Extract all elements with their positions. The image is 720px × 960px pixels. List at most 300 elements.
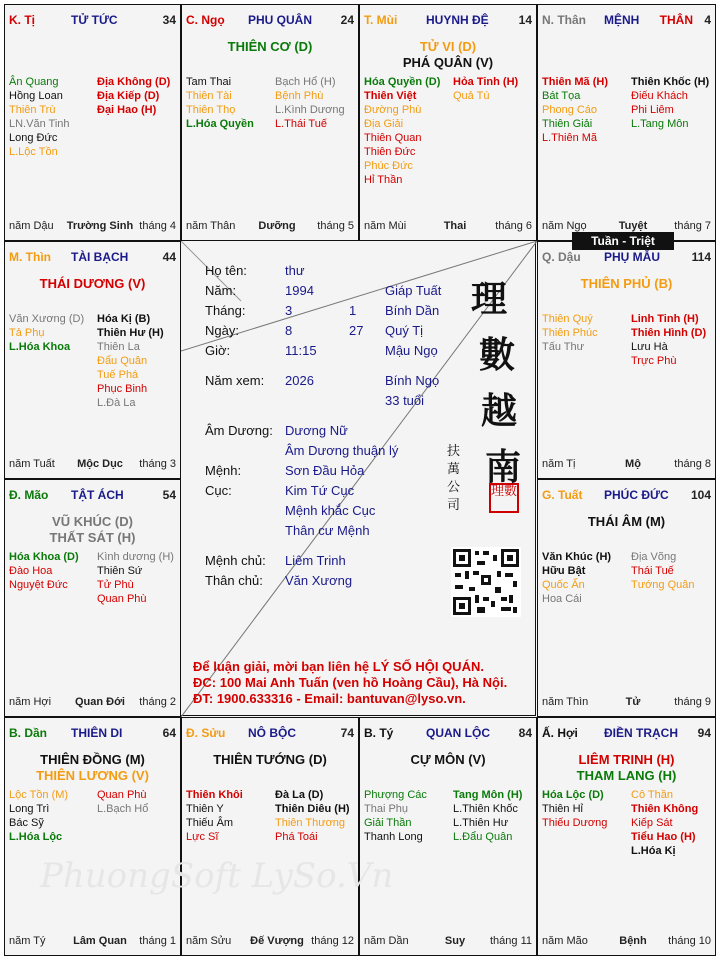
main-star: THIÊN TƯỚNG (D) xyxy=(213,752,327,767)
label-thang: Tháng: xyxy=(205,303,246,318)
am-duong-note: Âm Dương thuận lý xyxy=(285,443,399,458)
minor-stars-right xyxy=(631,75,709,131)
star-item: Đà La (D) xyxy=(275,789,324,801)
palace-position: Đ. Sửu xyxy=(186,726,226,740)
minor-stars-left xyxy=(542,550,611,606)
star-item: Linh Tinh (H) xyxy=(631,313,699,325)
palace-name: THIÊN DI xyxy=(71,726,123,740)
star-item: Bạch Hổ (H) xyxy=(275,76,336,88)
footer-year: năm Mão xyxy=(542,935,588,947)
footer-month: tháng 11 xyxy=(489,935,532,947)
thang-am-value: 1 xyxy=(349,303,357,318)
label-ngay: Ngày: xyxy=(205,323,239,338)
palace-footer xyxy=(9,935,176,949)
star-item: Long Trì xyxy=(9,803,50,815)
minor-stars-left xyxy=(9,550,79,592)
palace-cell xyxy=(4,241,181,479)
palace-header xyxy=(9,250,176,264)
minor-stars-left xyxy=(9,75,70,159)
footer-phase: Bệnh xyxy=(619,935,647,947)
star-item: Thiên Thọ xyxy=(186,104,236,116)
than-cu-menh: Thân cư Mệnh xyxy=(285,523,370,538)
star-item: Tả Phụ xyxy=(9,327,45,339)
main-stars xyxy=(538,276,715,292)
palace-header xyxy=(542,250,711,264)
label-ho-ten: Họ tên: xyxy=(205,263,247,278)
label-menh-chu: Mệnh chủ: xyxy=(205,553,266,568)
palace-cell xyxy=(537,4,716,241)
footer-month: tháng 2 xyxy=(139,696,176,708)
star-item: Thiên La xyxy=(97,341,140,353)
minor-stars-left xyxy=(186,75,254,131)
palace-header xyxy=(364,726,532,740)
minor-stars-right xyxy=(453,788,522,844)
label-am-duong: Âm Dương: xyxy=(205,423,273,438)
label-gio: Giờ: xyxy=(205,343,231,358)
star-item: Ân Quang xyxy=(9,76,59,88)
palace-cell xyxy=(4,717,181,956)
palace-cell xyxy=(537,479,716,717)
gio-value: 11:15 xyxy=(285,343,317,358)
star-item: Hỉ Thần xyxy=(364,174,403,186)
footer-year: năm Dậu xyxy=(9,220,54,232)
palace-cell xyxy=(181,4,359,241)
star-item: Long Đức xyxy=(9,132,58,144)
star-item: Quan Phù xyxy=(97,593,147,605)
palace-header xyxy=(542,488,711,502)
main-stars xyxy=(538,514,715,530)
palace-number: 54 xyxy=(162,488,176,502)
calligraphy-char-4: 南 xyxy=(485,446,522,488)
minor-stars-right xyxy=(631,788,698,858)
footer-year: năm Mùi xyxy=(364,220,407,232)
palace-name: PHỤ MẪU xyxy=(604,250,660,264)
star-item: Hỏa Tinh (H) xyxy=(453,76,519,88)
minor-stars-right xyxy=(275,75,345,131)
star-item: Quan Phù xyxy=(97,789,147,801)
minor-stars-right xyxy=(453,75,518,103)
main-star: TỬ VI (D) xyxy=(419,39,477,54)
minor-stars-left xyxy=(186,788,243,844)
star-item: Cô Thần xyxy=(631,789,673,801)
star-item: Kiếp Sát xyxy=(631,817,673,829)
palace-cell xyxy=(181,717,359,956)
palace-name: NÔ BỘC xyxy=(248,726,296,740)
footer-phase: Thai xyxy=(443,220,467,232)
palace-footer xyxy=(364,935,532,949)
star-item: Thiên Sứ xyxy=(97,565,143,577)
palace-footer xyxy=(542,935,711,949)
palace-footer xyxy=(9,458,176,472)
minor-stars-right xyxy=(97,75,170,117)
star-item: Quốc Ấn xyxy=(542,579,585,591)
star-item: L.Thiên Khốc xyxy=(453,803,518,815)
palace-number: 84 xyxy=(518,726,532,740)
star-item: Thiên Giải xyxy=(542,118,593,130)
star-item: L.Hóa Khoa xyxy=(9,341,71,353)
star-item: Hóa Lộc (D) xyxy=(542,789,604,801)
star-item: Tấu Thư xyxy=(542,341,585,353)
footer-month: tháng 1 xyxy=(139,935,176,947)
star-item: Phá Toái xyxy=(275,831,318,843)
footer-year: năm Ngọ xyxy=(542,220,587,232)
palace-header xyxy=(9,13,176,27)
palace-position: K. Tị xyxy=(9,13,35,27)
star-item: Lưu Hà xyxy=(631,341,668,353)
main-stars xyxy=(5,752,180,784)
star-item: Bát Tọa xyxy=(542,90,581,102)
star-item: Thiên Tài xyxy=(186,90,232,102)
ngay-am-value: 27 xyxy=(349,323,364,338)
footer-year: năm Sửu xyxy=(186,935,232,947)
palace-position: T. Mùi xyxy=(364,13,398,27)
footer-year: năm Tị xyxy=(542,458,576,470)
footer-month: tháng 6 xyxy=(495,220,532,232)
minor-stars-left xyxy=(542,75,608,145)
star-item: Đại Hao (H) xyxy=(97,104,157,116)
palace-name: TẬT ÁCH xyxy=(71,488,124,502)
palace-header xyxy=(186,13,354,27)
footer-phase: Tử xyxy=(625,696,641,708)
gio-can-value: Mậu Ngọ xyxy=(385,343,438,358)
cuc-note: Mệnh khắc Cục xyxy=(285,503,376,518)
contact-line-2: ĐC: 100 Mai Anh Tuấn (ven hồ Hoàng Cầu), Hà Nội. xyxy=(193,675,508,690)
palace-footer xyxy=(9,696,176,710)
label-nam: Năm: xyxy=(205,283,237,298)
palace-number: 24 xyxy=(340,13,354,27)
label-cuc: Cục: xyxy=(205,483,232,498)
footer-phase: Quan Đới xyxy=(75,696,125,708)
contact-info xyxy=(193,659,507,707)
star-item: L.Tang Môn xyxy=(631,118,689,130)
palace-header xyxy=(364,13,532,27)
footer-phase: Đế Vượng xyxy=(250,935,304,947)
minor-stars-right xyxy=(275,788,350,844)
star-item: Hóa Quyền (D) xyxy=(364,76,441,88)
star-item: Điếu Khách xyxy=(631,90,688,102)
star-item: Lực Sĩ xyxy=(186,831,219,843)
palace-cell xyxy=(537,241,716,479)
main-stars xyxy=(360,752,536,768)
watermark: PhuongSoft LySo.Vn xyxy=(40,856,394,896)
palace-footer xyxy=(542,696,711,710)
star-item: L.Kình Dương xyxy=(275,104,345,116)
palace-number: 94 xyxy=(697,726,711,740)
palace-position: Ấ. Hợi xyxy=(542,726,578,740)
star-item: L.Hóa Kị xyxy=(631,845,676,857)
palace-cell xyxy=(359,717,537,956)
am-duong-value: Dương Nữ xyxy=(285,423,348,438)
star-item: Lộc Tồn (M) xyxy=(9,789,69,801)
palace-name: PHU QUÂN xyxy=(248,13,313,27)
minor-stars-left xyxy=(9,312,84,354)
footer-month: tháng 4 xyxy=(139,220,176,232)
palace-cell xyxy=(537,717,716,956)
star-item: Thái Tuế xyxy=(631,565,674,577)
nam-xem-can-value: Bính Ngọ xyxy=(385,373,440,388)
palace-number: 34 xyxy=(162,13,176,27)
star-item: L.Thiên Hư xyxy=(453,817,509,829)
star-item: Bác Sỹ xyxy=(9,817,44,829)
main-star: CỰ MÔN (V) xyxy=(410,752,486,767)
star-item: Thiên Việt xyxy=(364,90,417,102)
minor-stars-left xyxy=(542,788,607,830)
footer-month: tháng 8 xyxy=(674,458,711,470)
star-item: Tiểu Hao (H) xyxy=(631,831,696,843)
than-chu-value: Văn Xương xyxy=(285,573,353,588)
palace-name: TỬ TỨC xyxy=(71,13,118,27)
palace-position: Đ. Mão xyxy=(9,488,49,502)
label-menh: Mệnh: xyxy=(205,463,242,478)
star-item: Thiếu Âm xyxy=(186,817,234,829)
palace-header xyxy=(186,726,354,740)
main-star: PHÁ QUÂN (V) xyxy=(402,55,494,70)
footer-year: năm Hợi xyxy=(9,696,52,708)
star-item: Thanh Long xyxy=(364,831,423,843)
minor-stars-left xyxy=(364,788,427,844)
star-item: Phượng Các xyxy=(364,789,427,801)
star-item: Địa Võng xyxy=(631,551,677,563)
palace-name: HUYNH ĐỆ xyxy=(426,13,489,27)
star-item: Tang Môn (H) xyxy=(453,789,523,801)
star-item: Địa Giải xyxy=(364,118,404,130)
star-item: Thiên Đức xyxy=(364,146,416,158)
footer-year: năm Tý xyxy=(9,935,46,947)
palace-number: 64 xyxy=(162,726,176,740)
star-item: L.Đẩu Quân xyxy=(453,831,513,843)
main-stars xyxy=(182,752,358,768)
palace-position: B. Dần xyxy=(9,726,48,740)
nam-xem-value: 2026 xyxy=(285,373,314,388)
star-item: Đào Hoa xyxy=(9,565,53,577)
calligraphy-char-1: 理 xyxy=(471,278,508,320)
main-star: THIÊN PHỦ (B) xyxy=(580,276,673,291)
star-item: Văn Xương (D) xyxy=(9,313,85,325)
ho-ten-value: thư xyxy=(285,263,305,278)
star-item: Thiên Diêu (H) xyxy=(275,803,350,815)
footer-phase: Trường Sinh xyxy=(66,220,134,232)
star-item: Thiên Quý xyxy=(542,313,593,325)
minor-stars-right xyxy=(97,312,164,410)
contact-line-1: Để luận giải, mời bạn liên hệ LÝ SỐ HỘI QUÁN. xyxy=(193,659,484,674)
minor-stars-right xyxy=(631,312,706,368)
star-item: Văn Khúc (H) xyxy=(542,551,612,563)
palace-footer xyxy=(186,220,354,234)
star-item: Thiên Hỉ xyxy=(542,803,583,815)
contact-line-3: ĐT: 1900.633316 - Email: bantuvan@lyso.vn. xyxy=(193,691,466,706)
palace-footer xyxy=(542,458,711,472)
palace-footer xyxy=(364,220,532,234)
main-stars xyxy=(360,39,536,71)
minor-stars-left xyxy=(9,788,68,844)
palace-name: PHÚC ĐỨC xyxy=(604,488,669,502)
palace-header xyxy=(9,488,176,502)
palace-header xyxy=(542,13,711,27)
footer-year: năm Tuất xyxy=(9,458,55,470)
star-item: Thiên Mã (H) xyxy=(542,76,608,88)
footer-month: tháng 12 xyxy=(311,935,354,947)
star-item: Thiên Hình (D) xyxy=(631,327,707,339)
main-star: THIÊN ĐỒNG (M) xyxy=(40,752,145,767)
menh-chu-value: Liêm Trinh xyxy=(285,553,346,568)
star-item: Địa Không (D) xyxy=(97,76,171,88)
star-item: L.Bạch Hổ xyxy=(97,803,149,815)
thang-value: 3 xyxy=(285,303,293,318)
nam-can-value: Giáp Tuất xyxy=(385,283,442,298)
footer-month: tháng 7 xyxy=(674,220,711,232)
footer-phase: Mộc Dục xyxy=(77,458,123,470)
palace-cell xyxy=(359,4,537,241)
star-item: L.Đà La xyxy=(97,397,136,409)
palace-name-secondary: THÂN xyxy=(659,13,693,27)
star-item: Hóa Khoa (D) xyxy=(9,551,79,563)
palace-position: M. Thìn xyxy=(9,250,51,264)
star-item: L.Hóa Lộc xyxy=(9,831,63,843)
footer-year: năm Dần xyxy=(364,935,409,947)
main-stars xyxy=(5,276,180,292)
label-than-chu: Thân chủ: xyxy=(205,573,263,588)
star-item: L.Lộc Tồn xyxy=(9,146,58,158)
star-item: Thiên Khôi xyxy=(186,789,243,801)
main-star: LIÊM TRINH (H) xyxy=(578,752,675,767)
star-item: L.Hóa Quyền xyxy=(186,118,254,130)
cuc-value: Kim Tứ Cục xyxy=(285,483,355,498)
star-item: Hồng Loan xyxy=(9,90,63,102)
ngay-value: 8 xyxy=(285,323,293,338)
star-item: Thiên Khốc (H) xyxy=(631,76,710,88)
palace-number: 74 xyxy=(340,726,354,740)
main-star: THIÊN LƯƠNG (V) xyxy=(36,768,149,783)
palace-position: B. Tý xyxy=(364,726,394,740)
palace-position: G. Tuất xyxy=(542,488,583,502)
palace-name: TÀI BẠCH xyxy=(71,250,129,264)
tuoi-value: 33 tuổi xyxy=(385,393,425,408)
palace-header xyxy=(9,726,176,740)
star-item: L.Thái Tuế xyxy=(275,118,327,130)
footer-month: tháng 5 xyxy=(317,220,354,232)
footer-month: tháng 3 xyxy=(139,458,176,470)
main-star: VŨ KHÚC (D) xyxy=(52,514,133,529)
small-calligraphy: 扶 萬 公 司 xyxy=(447,444,461,513)
star-item: Trực Phù xyxy=(631,355,677,367)
minor-stars-right xyxy=(97,788,148,816)
star-item: Hữu Bật xyxy=(542,565,586,577)
red-seal-stamp: 理數 xyxy=(489,483,519,513)
label-nam-xem: Năm xem: xyxy=(205,373,265,388)
star-item: Thiếu Dương xyxy=(542,817,608,829)
palace-position: N. Thân xyxy=(542,13,586,27)
star-item: Phi Liêm xyxy=(631,104,674,116)
main-star: THIÊN CƠ (D) xyxy=(227,39,313,54)
star-item: Địa Kiếp (D) xyxy=(97,90,160,102)
star-item: Thiên Hư (H) xyxy=(97,327,164,339)
star-item: Thiên Thương xyxy=(275,817,346,829)
footer-month: tháng 10 xyxy=(668,935,711,947)
star-item: Phúc Đức xyxy=(364,160,413,172)
footer-year: năm Thìn xyxy=(542,696,589,708)
star-item: Hóa Kị (B) xyxy=(97,313,151,325)
palace-number: 114 xyxy=(691,250,711,264)
calligraphy-char-2: 數 xyxy=(479,334,516,376)
palace-footer xyxy=(186,935,354,949)
main-star: THÁI ÂM (M) xyxy=(587,514,666,529)
star-item: Tam Thai xyxy=(186,76,232,88)
star-item: Quả Tú xyxy=(453,90,490,102)
palace-number: 14 xyxy=(518,13,532,27)
palace-number: 104 xyxy=(690,488,711,502)
star-item: Thiên Quan xyxy=(364,132,422,144)
star-item: Thiên Trù xyxy=(9,104,56,116)
palace-number: 44 xyxy=(162,250,176,264)
footer-phase: Suy xyxy=(444,935,466,947)
star-item: Đẩu Quân xyxy=(97,355,148,367)
footer-year: năm Thân xyxy=(186,220,236,232)
star-item: Thiên Y xyxy=(186,803,224,815)
minor-stars-left xyxy=(542,312,598,354)
minor-stars-right xyxy=(97,550,174,606)
star-item: Thai Phụ xyxy=(364,803,409,815)
main-star: THÁI DƯƠNG (V) xyxy=(39,276,146,291)
star-item: Bệnh Phù xyxy=(275,90,324,102)
nam-value: 1994 xyxy=(285,283,314,298)
tuan-triet-badge: Tuần - Triệt xyxy=(572,232,674,250)
palace-cell xyxy=(4,479,181,717)
star-item: Phục Binh xyxy=(97,383,148,395)
star-item: Tướng Quân xyxy=(631,579,695,591)
footer-phase: Mộ xyxy=(625,458,641,470)
star-item: Đường Phù xyxy=(364,104,422,116)
star-item: Tuế Phá xyxy=(97,369,139,381)
palace-footer xyxy=(9,220,176,234)
palace-header xyxy=(542,726,711,740)
palace-position: C. Ngọ xyxy=(186,13,225,27)
palace-position: Q. Dậu xyxy=(542,250,581,264)
footer-month: tháng 9 xyxy=(674,696,711,708)
ngay-can-value: Quý Tị xyxy=(385,323,424,338)
star-item: Thiên Phúc xyxy=(542,327,598,339)
star-item: Tử Phù xyxy=(97,579,134,591)
palace-cell xyxy=(4,4,181,241)
star-item: LN.Văn Tinh xyxy=(9,118,70,130)
star-item: Phong Cáo xyxy=(542,104,598,116)
main-star: THAM LANG (H) xyxy=(576,768,677,783)
star-item: Hoa Cái xyxy=(542,593,582,605)
minor-stars-left xyxy=(364,75,440,187)
star-item: Nguyệt Đức xyxy=(9,579,68,591)
footer-phase: Tuyệt xyxy=(618,220,648,232)
palace-name: MỆNH xyxy=(604,13,640,27)
main-star: THẤT SÁT (H) xyxy=(49,530,136,545)
palace-name: ĐIỀN TRẠCH xyxy=(604,726,678,740)
menh-value: Sơn Đầu Hỏa xyxy=(285,463,365,478)
minor-stars-right xyxy=(631,550,695,592)
main-stars xyxy=(182,39,358,55)
star-item: L.Thiên Mã xyxy=(542,132,598,144)
qr-code-icon xyxy=(451,547,521,617)
calligraphy-char-3: 越 xyxy=(481,390,518,432)
palace-number: 4 xyxy=(704,13,711,27)
center-panel xyxy=(180,240,536,716)
star-item: Kình dương (H) xyxy=(97,551,174,563)
footer-phase: Dưỡng xyxy=(258,220,296,232)
thang-can-value: Bính Dần xyxy=(385,303,440,318)
star-item: Thiên Không xyxy=(631,803,699,815)
star-item: Giải Thần xyxy=(364,817,412,829)
main-stars xyxy=(538,752,715,784)
footer-phase: Lâm Quan xyxy=(73,935,127,947)
main-stars xyxy=(5,514,180,546)
palace-name: QUAN LỘC xyxy=(426,726,490,740)
